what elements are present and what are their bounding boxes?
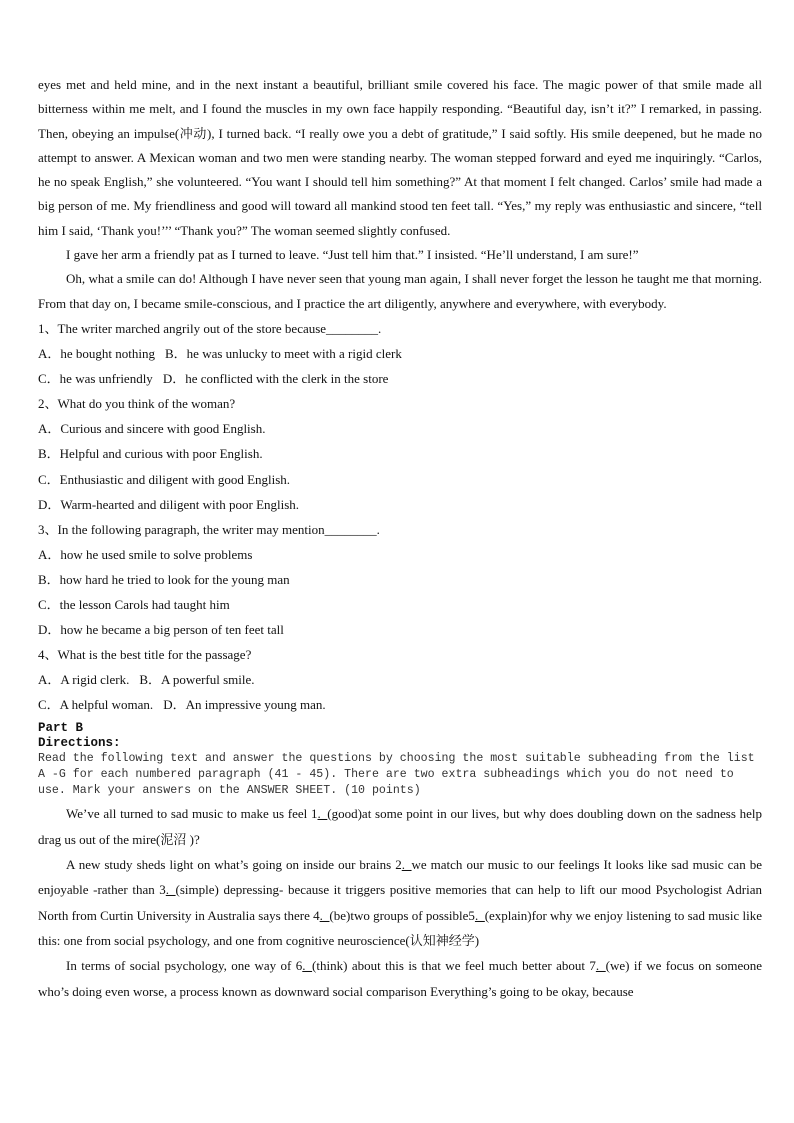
blank-7[interactable]: ._ <box>595 958 606 974</box>
blank-1[interactable]: ._ <box>317 806 328 822</box>
option-d[interactable]: D．An impressive young man. <box>163 697 326 713</box>
text-run: (simple) depressing- because it triggers positive memories that can help to lift our mood Psychologist Adrian North from Curtin University in Australia says there 4 <box>38 882 762 923</box>
text-run: We’ve all turned to sad music to make us feel 1 <box>66 806 318 822</box>
part-b-title: Part B <box>38 721 84 736</box>
text-run: (we) if we focus on someone who’s doing even worse, a process known as downward social comparison Everything’s going to be okay, because <box>38 958 762 999</box>
question-4 <box>38 642 762 717</box>
document-body <box>38 73 762 1004</box>
option-a[interactable]: A．Curious and sincere with good English. <box>38 421 266 437</box>
part-b-paragraph-3 <box>38 953 762 1004</box>
blank-3[interactable]: ._ <box>165 882 176 898</box>
option-c[interactable]: C．he was unfriendly <box>38 371 153 387</box>
text-run: (think) about this is that we feel much better about 7 <box>312 958 596 974</box>
text-run: (be)two groups of possible5 <box>329 907 475 923</box>
option-b[interactable]: B．A powerful smile. <box>139 672 255 688</box>
blank-4[interactable]: ._ <box>319 907 330 923</box>
story-paragraph-3: Oh, what a smile can do! Although I have never seen that young man again, I shall never forget the lesson he taught me that morning. From that day on, I became smile-conscious, and I practice the art diligently, anywhere and everywhere, with everybody. <box>38 271 762 311</box>
text-run: (explain)for why we enjoy listening to sad music like this: one from social psychology, and one from cognitive neuroscience(认知神经学) <box>38 907 762 948</box>
question-stem: 3、In the following paragraph, the writer may mention________. <box>38 521 380 537</box>
story-paragraph-2: I gave her arm a friendly pat as I turned to leave. “Just tell him that.” I insisted. “He’ll understand, I am sure!” <box>66 247 639 263</box>
option-d[interactable]: D．how he became a big person of ten feet tall <box>38 622 284 638</box>
text-run: (good)at some point in our lives, but why does doubling down on the sadness help drag us out of the mire(泥沼 )? <box>38 806 762 847</box>
part-b-paragraph-2 <box>38 852 762 953</box>
blank-6[interactable]: ._ <box>302 958 313 974</box>
text-run: A new study sheds light on what’s going on inside our brains 2 <box>66 857 402 873</box>
option-b[interactable]: B．Helpful and curious with poor English. <box>38 446 263 462</box>
question-2 <box>38 391 762 516</box>
blank-5[interactable]: ._ <box>474 907 485 923</box>
option-a[interactable]: A．A rigid clerk. <box>38 672 130 688</box>
directions-title: Directions: <box>38 736 121 751</box>
option-c[interactable]: C．Enthusiastic and diligent with good English. <box>38 471 291 487</box>
question-stem: 2、What do you think of the woman? <box>38 396 236 412</box>
option-row <box>38 366 762 391</box>
option-a[interactable]: A．he bought nothing <box>38 346 155 362</box>
option-row <box>38 692 762 717</box>
part-b-paragraph-1 <box>38 801 762 852</box>
option-c[interactable]: C．A helpful woman. <box>38 697 154 713</box>
option-b[interactable]: B．how hard he tried to look for the young man <box>38 571 290 587</box>
story-paragraph-1: eyes met and held mine, and in the next instant a beautiful, brilliant smile covered his face. The magic power of that smile made all bitterness within me melt, and I found the muscles in my own face happily responding. “Beautiful day, isn’t it?” I remarked, in passing. Then, obeying an impulse(冲动), I turned back. “I really owe you a debt of gratitude,” I said softly. His smile deepened, but he made no attempt to answer. A Mexican woman and two men were standing nearby. The woman stepped forward and eyed me inquiringly. “Carlos, he no speak English,” she volunteered. “You want I should tell him something?” At that moment I felt changed. Carlos’ smile had made a big person of me. My friendliness and good will toward all mankind stood ten feet tall. “Yes,” my reply was enthusiastic and sincere, “tell him I said, ‘Thank you!’’’ “Thank you?” The woman seemed slightly confused. <box>38 77 762 238</box>
option-a[interactable]: A．how he used smile to solve problems <box>38 546 253 562</box>
option-row <box>38 341 762 366</box>
option-d[interactable]: D．Warm-hearted and diligent with poor English. <box>38 496 300 512</box>
text-run: we match our music to our feelings It looks like sad music can be enjoyable -rather than 3 <box>38 857 762 898</box>
option-row <box>38 667 762 692</box>
question-3 <box>38 517 762 642</box>
directions-text: Read the following text and answer the questions by choosing the most suitable subheading from the list A -G for each numbered paragraph (41 - 45). There are two extra subheadings which you do not need to use. Mark your answers on the ANSWER SHEET. (10 points) <box>38 752 755 798</box>
question-1 <box>38 316 762 391</box>
option-d[interactable]: D．he conflicted with the clerk in the store <box>162 371 389 387</box>
blank-2[interactable]: ._ <box>401 857 412 873</box>
option-c[interactable]: C．the lesson Carols had taught him <box>38 597 230 612</box>
question-stem: 1、The writer marched angrily out of the store because________. <box>38 320 382 336</box>
text-run: In terms of social psychology, one way of 6 <box>66 958 303 974</box>
question-stem: 4、What is the best title for the passage? <box>38 647 252 663</box>
option-b[interactable]: B．he was unlucky to meet with a rigid clerk <box>165 346 402 362</box>
